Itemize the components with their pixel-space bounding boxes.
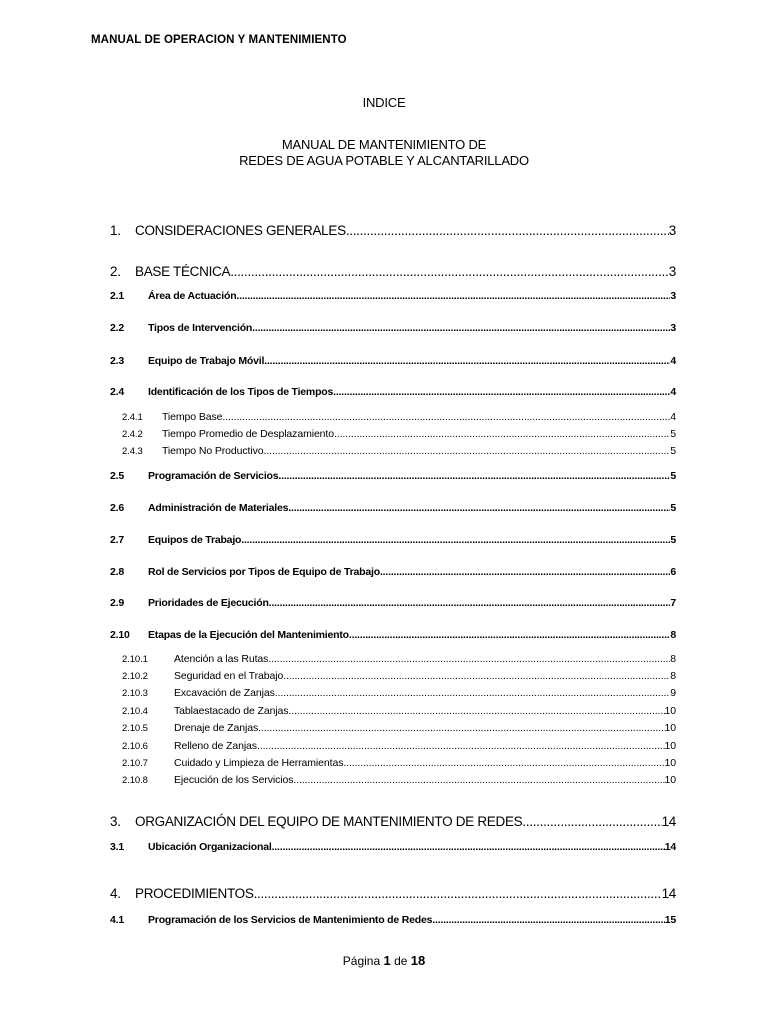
toc-entry-label: Equipo de Trabajo Móvil bbox=[148, 355, 265, 367]
toc-entry-2-2[interactable] bbox=[110, 322, 676, 334]
toc-entry-number: 2.4.3 bbox=[122, 446, 143, 457]
toc-leader-dots bbox=[272, 841, 665, 853]
toc-entry-number: 2.10.4 bbox=[122, 706, 148, 717]
toc-leader-dots bbox=[252, 322, 670, 334]
toc-entry-page: 10 bbox=[664, 774, 676, 786]
toc-entry-number: 3.1 bbox=[110, 841, 124, 853]
page-footer bbox=[0, 953, 768, 968]
toc-entry-label: Identificación de los Tipos de Tiempos bbox=[148, 386, 334, 398]
document-subtitle-line2: REDES DE AGUA POTABLE Y ALCANTARILLADO bbox=[239, 153, 529, 168]
toc-entry-label: Relleno de Zanjas bbox=[174, 740, 257, 752]
toc-entry-page: 3 bbox=[670, 322, 676, 334]
toc-entry-2-4-3[interactable] bbox=[122, 445, 676, 457]
toc-entry-page: 10 bbox=[664, 705, 676, 717]
toc-entry-page: 5 bbox=[670, 445, 676, 457]
toc-entry-page: 6 bbox=[670, 566, 676, 578]
toc-entry-page: 8 bbox=[670, 629, 676, 641]
toc-entry-2-4-1[interactable] bbox=[122, 411, 676, 423]
toc-entry-label: Tiempo Promedio de Desplazamiento bbox=[162, 428, 334, 440]
toc-entry-page: 14 bbox=[661, 814, 676, 829]
toc-leader-dots bbox=[269, 597, 671, 609]
toc-entry-number: 2.5 bbox=[110, 470, 124, 482]
toc-entry-2-9[interactable] bbox=[110, 597, 676, 609]
toc-entry-page: 5 bbox=[670, 470, 676, 482]
toc-entry-label: Cuidado y Limpieza de Herramientas bbox=[174, 757, 344, 769]
toc-leader-dots bbox=[258, 722, 664, 734]
toc-entry-page: 10 bbox=[664, 722, 676, 734]
toc-leader-dots bbox=[283, 670, 670, 682]
footer-total-pages: 18 bbox=[410, 953, 426, 968]
toc-leader-dots bbox=[333, 386, 670, 398]
toc-leader-dots bbox=[222, 411, 670, 423]
toc-entry-number: 2.10.1 bbox=[122, 654, 148, 665]
toc-entry-label: Atención a las Rutas bbox=[174, 653, 269, 665]
toc-entry-2-7[interactable] bbox=[110, 534, 676, 546]
toc-leader-dots bbox=[349, 629, 670, 641]
toc-entry-2-1[interactable] bbox=[110, 290, 676, 302]
toc-leader-dots bbox=[288, 705, 664, 717]
toc-entry-number: 2.10.6 bbox=[122, 741, 148, 752]
toc-entry-label: Tipos de Intervención bbox=[148, 322, 253, 334]
toc-leader-dots bbox=[264, 445, 671, 457]
toc-entry-1[interactable] bbox=[110, 223, 676, 238]
toc-entry-label: Prioridades de Ejecución bbox=[148, 597, 269, 609]
toc-entry-page: 4 bbox=[670, 411, 676, 423]
toc-entry-label: Drenaje de Zanjas bbox=[174, 722, 259, 734]
toc-entry-2-10-1[interactable] bbox=[122, 653, 676, 665]
toc-entry-page: 3 bbox=[668, 264, 676, 279]
toc-entry-2-8[interactable] bbox=[110, 566, 676, 578]
toc-entry-2-5[interactable] bbox=[110, 470, 676, 482]
toc-entry-number: 2.2 bbox=[110, 322, 124, 334]
toc-entry-label: Programación de Servicios bbox=[148, 470, 279, 482]
footer-of-word: de bbox=[394, 954, 408, 968]
toc-entry-number: 2.10.8 bbox=[122, 775, 148, 786]
toc-leader-dots bbox=[230, 264, 669, 279]
toc-entry-2-10-6[interactable] bbox=[122, 740, 676, 752]
toc-entry-page: 4 bbox=[670, 355, 676, 367]
toc-entry-2-10-7[interactable] bbox=[122, 757, 676, 769]
toc-entry-label: PROCEDIMIENTOS bbox=[135, 886, 254, 901]
toc-entry-3[interactable] bbox=[110, 814, 676, 829]
toc-entry-label: CONSIDERACIONES GENERALES bbox=[135, 223, 346, 238]
toc-leader-dots bbox=[346, 223, 669, 238]
toc-entry-label: Programación de los Servicios de Mantenimiento de Redes bbox=[148, 914, 433, 926]
toc-entry-2-10-2[interactable] bbox=[122, 670, 676, 682]
toc-entry-label: ORGANIZACIÓN DEL EQUIPO DE MANTENIMIENTO DE REDES bbox=[135, 814, 523, 829]
toc-leader-dots bbox=[380, 566, 670, 578]
toc-entry-label: Equipos de Trabajo bbox=[148, 534, 242, 546]
toc-entry-label: Tablaestacado de Zanjas bbox=[174, 705, 289, 717]
toc-entry-label: Tiempo No Productivo bbox=[162, 445, 264, 457]
toc-entry-label: BASE TÉCNICA bbox=[135, 264, 231, 279]
toc-entry-page: 4 bbox=[670, 386, 676, 398]
toc-entry-number: 4. bbox=[110, 886, 121, 901]
toc-entry-page: 3 bbox=[670, 290, 676, 302]
toc-entry-number: 2.10.3 bbox=[122, 688, 148, 699]
toc-entry-number: 2.4 bbox=[110, 386, 124, 398]
toc-entry-page: 5 bbox=[670, 502, 676, 514]
toc-entry-label: Rol de Servicios por Tipos de Equipo de Trabajo bbox=[148, 566, 380, 578]
toc-entry-page: 5 bbox=[670, 534, 676, 546]
toc-entry-page: 14 bbox=[664, 841, 676, 853]
toc-entry-label: Excavación de Zanjas bbox=[174, 687, 275, 699]
toc-entry-number: 2.10.5 bbox=[122, 723, 148, 734]
toc-entry-number: 4.1 bbox=[110, 914, 124, 926]
toc-entry-number: 2.1 bbox=[110, 290, 124, 302]
toc-entry-label: Ejecución de los Servicios bbox=[174, 774, 294, 786]
toc-leader-dots bbox=[275, 687, 671, 699]
toc-entry-2-3[interactable] bbox=[110, 355, 676, 367]
toc-entry-number: 1. bbox=[110, 223, 121, 238]
toc-entry-page: 10 bbox=[664, 757, 676, 769]
toc-entry-label: Etapas de la Ejecución del Mantenimiento bbox=[148, 629, 349, 641]
toc-entry-2-10-5[interactable] bbox=[122, 722, 676, 734]
toc-entry-number: 2.10.7 bbox=[122, 758, 148, 769]
toc-entry-4-1[interactable] bbox=[110, 914, 676, 926]
toc-entry-label: Administración de Materiales bbox=[148, 502, 289, 514]
toc-entry-2-10-4[interactable] bbox=[122, 705, 676, 717]
toc-entry-label: Ubicación Organizacional bbox=[148, 841, 272, 853]
toc-entry-2-10-3[interactable] bbox=[122, 687, 676, 699]
toc-entry-label: Tiempo Base bbox=[162, 411, 223, 423]
toc-entry-2-10-8[interactable] bbox=[122, 774, 676, 786]
toc-entry-page: 5 bbox=[670, 428, 676, 440]
toc-entry-number: 2.4.1 bbox=[122, 412, 143, 423]
toc-leader-dots bbox=[432, 914, 664, 926]
toc-entry-label: Seguridad en el Trabajo bbox=[174, 670, 284, 682]
document-subtitle-line1: MANUAL DE MANTENIMIENTO DE bbox=[281, 137, 487, 152]
toc-entry-number: 3. bbox=[110, 814, 121, 829]
toc-entry-page: 15 bbox=[664, 914, 676, 926]
toc-leader-dots bbox=[334, 428, 670, 440]
running-header: MANUAL DE OPERACION Y MANTENIMIENTO bbox=[91, 34, 347, 46]
toc-entry-4[interactable] bbox=[110, 886, 676, 901]
footer-page-word: Página bbox=[342, 954, 381, 968]
toc-leader-dots bbox=[236, 290, 670, 302]
toc-entry-page: 10 bbox=[664, 740, 676, 752]
toc-entry-page: 9 bbox=[670, 687, 676, 699]
toc-leader-dots bbox=[288, 502, 670, 514]
toc-leader-dots bbox=[343, 757, 664, 769]
toc-entry-page: 7 bbox=[670, 597, 676, 609]
toc-entry-number: 2.8 bbox=[110, 566, 124, 578]
toc-leader-dots bbox=[241, 534, 670, 546]
toc-leader-dots bbox=[264, 355, 670, 367]
footer-current-page: 1 bbox=[383, 953, 391, 968]
toc-entry-page: 14 bbox=[661, 886, 676, 901]
toc-entry-number: 2.6 bbox=[110, 502, 124, 514]
toc-leader-dots bbox=[268, 653, 670, 665]
toc-leader-dots bbox=[293, 774, 664, 786]
toc-entry-number: 2. bbox=[110, 264, 121, 279]
toc-entry-2-4[interactable] bbox=[110, 386, 676, 398]
toc-entry-number: 2.9 bbox=[110, 597, 124, 609]
toc-leader-dots bbox=[278, 470, 670, 482]
toc-entry-3-1[interactable] bbox=[110, 841, 676, 853]
toc-entry-number: 2.3 bbox=[110, 355, 124, 367]
toc-entry-number: 2.4.2 bbox=[122, 429, 143, 440]
toc-entry-number: 2.7 bbox=[110, 534, 124, 546]
toc-entry-page: 3 bbox=[668, 223, 676, 238]
index-title: INDICE bbox=[362, 95, 406, 110]
toc-entry-2[interactable] bbox=[110, 264, 676, 279]
toc-entry-page: 8 bbox=[670, 670, 676, 682]
toc-leader-dots bbox=[257, 740, 665, 752]
toc-entry-number: 2.10.2 bbox=[122, 671, 148, 682]
toc-entry-page: 8 bbox=[670, 653, 676, 665]
toc-leader-dots bbox=[254, 886, 662, 901]
toc-entry-2-10[interactable] bbox=[110, 629, 676, 641]
toc-entry-number: 2.10 bbox=[110, 629, 130, 641]
toc-leader-dots bbox=[522, 814, 661, 829]
toc-entry-2-4-2[interactable] bbox=[122, 428, 676, 440]
toc-entry-label: Área de Actuación bbox=[148, 290, 237, 302]
toc-entry-2-6[interactable] bbox=[110, 502, 676, 514]
